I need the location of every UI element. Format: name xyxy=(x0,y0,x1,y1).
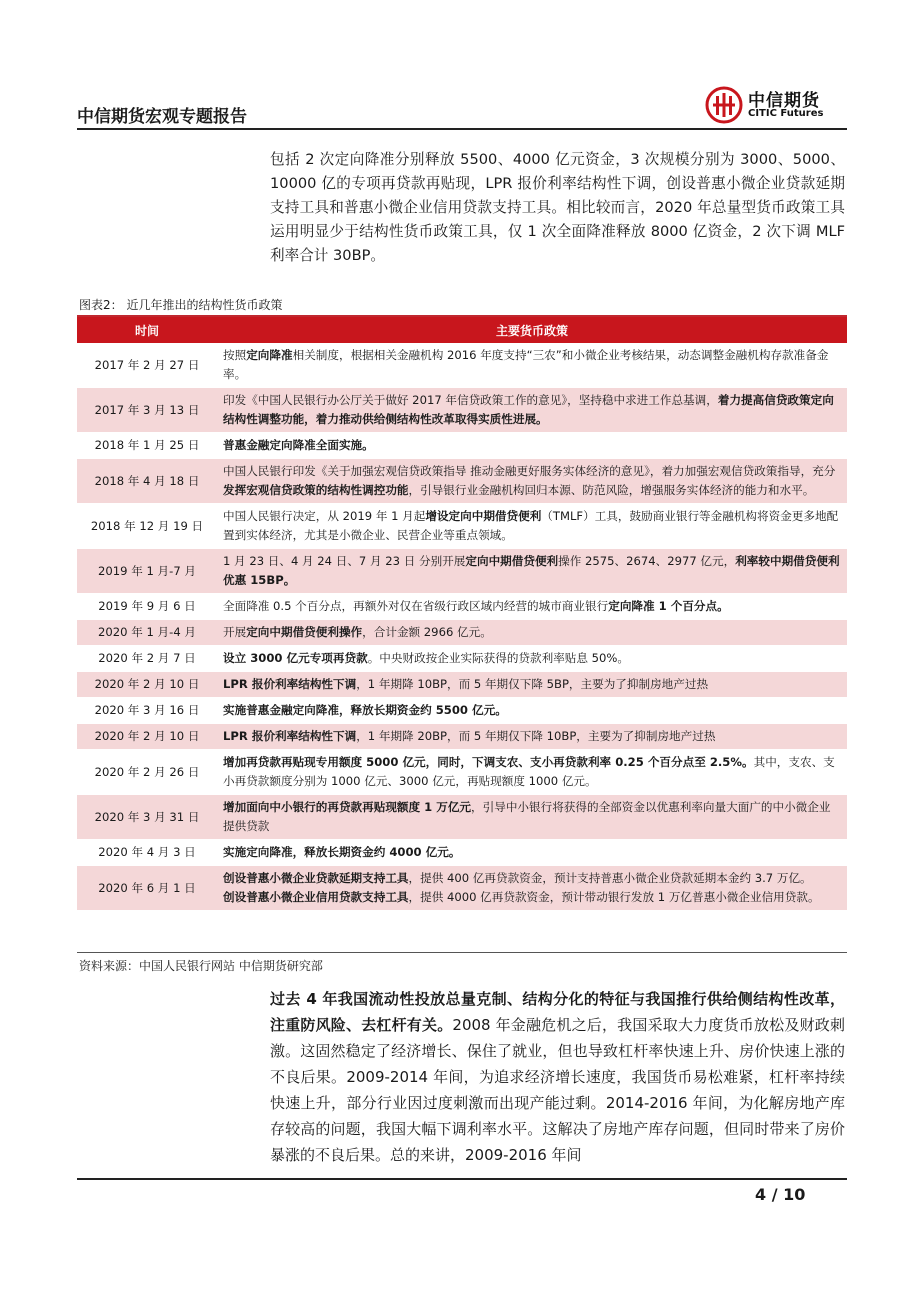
row-policy xyxy=(217,795,847,840)
header-divider xyxy=(77,128,847,130)
row-time: 2020 年 3 月 16 日 xyxy=(77,698,217,724)
policy-text-bold: 创设普惠小微企业信用贷款支持工具 xyxy=(223,890,409,904)
total-pages: 10 xyxy=(783,1185,806,1204)
policy-text-bold: 实施普惠金融定向降准，释放长期资金约 5500 亿元。 xyxy=(223,703,507,717)
table-row xyxy=(77,459,847,504)
row-time: 2020 年 2 月 10 日 xyxy=(77,672,217,698)
row-time: 2020 年 2 月 7 日 xyxy=(77,646,217,672)
policy-text-bold: LPR 报价利率结构性下调 xyxy=(223,729,357,743)
policy-text-bold: 实施定向降准，释放长期资金约 4000 亿元。 xyxy=(223,845,461,859)
policy-text-bold: 定向中期借贷便利 xyxy=(465,554,559,568)
table-header-row xyxy=(77,317,847,343)
column-header-policy: 主要货币政策 xyxy=(217,317,847,343)
policy-text: 中国人民银行印发《关于加强宏观信贷政策指导 推动金融更好服务实体经济的意见》，着力加强宏观信贷政策指导，充分 xyxy=(223,464,836,478)
row-time: 2020 年 4 月 3 日 xyxy=(77,840,217,866)
policy-text-bold: 增设定向中期借贷便利 xyxy=(425,509,542,523)
row-time: 2020 年 1 月-4 月 xyxy=(77,620,217,646)
table-row xyxy=(77,724,847,750)
table-row xyxy=(77,620,847,646)
policy-text: ，提供 4000 亿再贷款资金，预计带动银行发放 1 万亿普惠小微企业信用贷款。 xyxy=(408,890,820,904)
policy-text: 其中，支农、支小再贷款额度分别为 1000 亿元、3000 亿元，再贴现额度 1000 亿元。 xyxy=(223,755,835,788)
body-paragraph-rest: 2008 年金融危机之后，我国采取大力度货币放松及财政刺激。这固然稳定了经济增长、保住了就业，但也导致杠杆率快速上升、房价快速上涨的不良后果。2009-2014 年间，为追求经济增长速度，我国货币易松难紧，杠杆率持续快速上升，部分行业因过度刺激而出现产能过剩。2014-2016 年间，为化解房地产库存较高的问题，我国大幅下调利率水平。这解决了房地产库存问题，但同时带来了房价暴涨的不良后果。总的来讲，2009-2016 年间 xyxy=(270,1016,845,1164)
row-time: 2020 年 2 月 26 日 xyxy=(77,750,217,795)
row-time: 2018 年 12 月 19 日 xyxy=(77,504,217,549)
row-time: 2018 年 1 月 25 日 xyxy=(77,433,217,459)
row-policy xyxy=(217,433,847,459)
policy-text: 1 月 23 日、4 月 24 日、7 月 23 日 分别开展 xyxy=(223,554,466,568)
table-row xyxy=(77,866,847,911)
table-row xyxy=(77,840,847,866)
row-time: 2020 年 2 月 10 日 xyxy=(77,724,217,750)
footer-divider xyxy=(77,1178,847,1180)
policy-text: ，引导中小银行将获得的全部资金以优惠利率向量大面广的中小微企业提供贷款 xyxy=(223,800,831,833)
figure-source: 资料来源：中国人民银行网站 中信期货研究部 xyxy=(79,959,323,973)
policy-text-bold: 定向降准 xyxy=(246,348,293,362)
policy-table-container xyxy=(77,315,847,911)
policy-text: ，合计金额 2966 亿元。 xyxy=(362,625,492,639)
report-header-title: 中信期货宏观专题报告 xyxy=(77,107,247,127)
row-policy xyxy=(217,866,847,911)
row-policy xyxy=(217,672,847,698)
row-time: 2017 年 2 月 27 日 xyxy=(77,343,217,388)
policy-text-bold: 增加面向中小银行的再贷款再贴现额度 1 万亿元 xyxy=(223,800,472,814)
row-policy xyxy=(217,698,847,724)
current-page: 4 xyxy=(755,1185,767,1204)
row-time: 2019 年 1 月-7 月 xyxy=(77,549,217,594)
policy-text: 。中央财政按企业实际获得的贷款利率贴息 50%。 xyxy=(367,651,630,665)
table-row xyxy=(77,388,847,433)
table-row xyxy=(77,433,847,459)
logo-text-cn: 中信期货 xyxy=(748,91,820,111)
policy-text: 操作 2575、2674、2977 亿元， xyxy=(558,554,736,568)
policy-text-bold: 创设普惠小微企业贷款延期支持工具 xyxy=(223,871,409,885)
table-row xyxy=(77,750,847,795)
policy-text: ，1 年期降 10BP，而 5 年期仅下降 5BP，主要为了抑制房地产过热 xyxy=(356,677,709,691)
policy-text: 按照 xyxy=(223,348,247,362)
policy-text: （TMLF）工具，鼓励商业银行等金融机构将资金更多地配置到实体经济，尤其是小微企业、民营企业等重点领域。 xyxy=(223,509,839,542)
table-row xyxy=(77,646,847,672)
table-row xyxy=(77,549,847,594)
row-time: 2017 年 3 月 13 日 xyxy=(77,388,217,433)
policy-text: 中国人民银行决定，从 2019 年 1 月起 xyxy=(223,509,426,523)
table-row xyxy=(77,698,847,724)
policy-text-bold: 定向降准 1 个百分点。 xyxy=(608,599,729,613)
table-row xyxy=(77,504,847,549)
figure-caption: 图表2： 近几年推出的结构性货币政策 xyxy=(79,298,283,312)
policy-text: ，引导银行业金融机构回归本源、防范风险，增强服务实体经济的能力和水平。 xyxy=(408,483,815,497)
policy-text-bold: 普惠金融定向降准全面实施。 xyxy=(223,438,374,452)
row-time: 2018 年 4 月 18 日 xyxy=(77,459,217,504)
body-paragraph-bold: 过去 4 年我国流动性投放总量克制、结构分化的特征与我国推行供给侧结构性改革，注重防风险、去杠杆有关。 xyxy=(270,990,845,1034)
table-row xyxy=(77,343,847,388)
row-policy xyxy=(217,549,847,594)
policy-text-bold: 增加再贷款再贴现专用额度 5000 亿元，同时，下调支农、支小再贷款利率 0.25 个百分点至 2.5%。 xyxy=(223,755,754,769)
table-row xyxy=(77,672,847,698)
column-header-time: 时间 xyxy=(77,317,217,343)
policy-table-body xyxy=(77,343,847,911)
row-policy xyxy=(217,724,847,750)
row-time: 2020 年 3 月 31 日 xyxy=(77,795,217,840)
policy-text-bold: 利率较中期借贷便利优惠 15BP。 xyxy=(223,554,840,587)
citic-emblem-icon xyxy=(705,86,743,124)
row-policy xyxy=(217,388,847,433)
row-policy xyxy=(217,620,847,646)
row-time: 2019 年 9 月 6 日 xyxy=(77,594,217,620)
row-policy xyxy=(217,750,847,795)
table-bottom-rule xyxy=(77,952,847,953)
policy-text: ，提供 400 亿再贷款资金，预计支持普惠小微企业贷款延期本金约 3.7 万亿。 xyxy=(408,871,812,885)
policy-table xyxy=(77,317,847,911)
page-separator: / xyxy=(771,1185,778,1204)
policy-text-bold: 着力提高信贷政策定向结构性调整功能，着力推动供给侧结构性改革取得实质性进展。 xyxy=(223,393,834,426)
row-policy xyxy=(217,459,847,504)
row-policy xyxy=(217,646,847,672)
intro-paragraph: 包括 2 次定向降准分别释放 5500、4000 亿元资金，3 次规模分别为 3000、5000、10000 亿的专项再贷款再贴现，LPR 报价利率结构性下调，创设普惠小微企业贷款延期支持工具和普惠小微企业信用贷款支持工具。相比较而言，2020 年总量型货币政策工具运用明显少于结构性货币政策工具，仅 1 次全面降准释放 8000 亿资金，2 次下调 MLF 利率合计 30BP。 xyxy=(270,151,845,264)
table-row xyxy=(77,795,847,840)
table-row xyxy=(77,594,847,620)
policy-text: 全面降准 0.5 个百分点，再额外对仅在省级行政区域内经营的城市商业银行 xyxy=(223,599,609,613)
policy-text: 相关制度，根据相关金融机构 2016 年度支持“三农”和小微企业考核结果，动态调整金融机构存款准备金率。 xyxy=(223,348,829,381)
citic-logo xyxy=(705,84,835,126)
policy-text-bold: 设立 3000 亿元专项再贷款 xyxy=(223,651,368,665)
policy-text: ，1 年期降 20BP，而 5 年期仅下降 10BP，主要为了抑制房地产过热 xyxy=(356,729,716,743)
policy-text: 印发《中国人民银行办公厅关于做好 2017 年信贷政策工作的意见》，坚持稳中求进工作总基调， xyxy=(223,393,718,407)
page-number xyxy=(755,1185,805,1204)
policy-text-bold: 发挥宏观信贷政策的结构性调控功能 xyxy=(223,483,409,497)
row-policy xyxy=(217,343,847,388)
logo-text-en: CITIC Futures xyxy=(748,108,824,119)
policy-text-bold: 定向中期借贷便利操作 xyxy=(246,625,363,639)
policy-text: 开展 xyxy=(223,625,247,639)
body-paragraph xyxy=(270,986,845,1168)
row-policy xyxy=(217,504,847,549)
row-policy xyxy=(217,840,847,866)
policy-text-bold: LPR 报价利率结构性下调 xyxy=(223,677,357,691)
row-time: 2020 年 6 月 1 日 xyxy=(77,866,217,911)
row-policy xyxy=(217,594,847,620)
